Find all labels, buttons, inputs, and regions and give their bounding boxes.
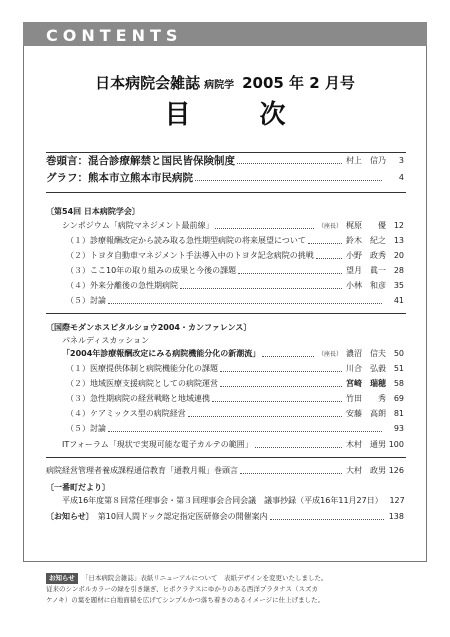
journal-name: 日本病院会雑誌 (95, 74, 201, 92)
journal-sub: 病院学 (204, 80, 235, 91)
toc-entry-symposium[interactable]: シンポジウム「病院マネジメント最前線」 （座長） 梶原 優 12 (62, 220, 404, 230)
toc-entry[interactable]: （３）急性期病院の経営戦略と地域連携 竹田 秀 69 (66, 394, 404, 403)
footer-note: お知らせ 「日本病院会雑誌」表紙リニューアルについて 表紙デザインを変更いたしました。 従来のシンボルカラーの緑を引き継ぎ、ヒポクラテスにゆかりのある西洋プラタナス（スズカ ケノキ）の葉を題材に白地面積を広げてシンプルかつ落ち着きのあるイメージに仕上げました。 (46, 574, 328, 604)
section-header-news: 〔一番町だより〕 (46, 483, 110, 492)
journal-title (0, 72, 450, 93)
toc-entry[interactable]: （５）討論 41 (66, 296, 404, 305)
toc-entry-notice[interactable]: 〔お知らせ〕 第10回人間ドック認定指定医研修会の開催案内 138 (46, 512, 404, 521)
contents-label: CONTENTS (46, 26, 183, 45)
toc-entry-correspondence[interactable]: 病院経営管理者養成課程通信教育「通教月報」巻頭言 大村 政男 126 (46, 466, 404, 475)
toc-entry[interactable]: （４）ケアミックス型の病院経営 安藤 高朗 81 (66, 409, 404, 418)
toc-entry-it-forum[interactable]: ITフォーラム「現状で実現可能な電子カルテの範囲」 木村 通男 100 (62, 440, 404, 449)
toc-entry[interactable]: （４）外来分離後の急性期病院 小林 和彦 35 (66, 281, 404, 290)
toc-entry[interactable]: （３）ここ10年の取り組みの成果と今後の課題 望月 眞一 28 (66, 266, 404, 275)
toc-entry[interactable]: （５）討論 93 (66, 424, 404, 433)
toc-heading: 目 次 (164, 100, 316, 130)
toc-entry-minutes[interactable]: 平成16年度第８回常任理事会・第３回理事会合同会議 議事抄録（平成16年11月27日） 127 (62, 496, 405, 505)
toc-entry[interactable]: （１）医療提供体制と病院機能分化の課題 川合 弘毅 51 (66, 364, 404, 373)
toc-entry[interactable]: （１）診療報酬改定から読み取る急性期型病院の将来展望について 鈴木 紀之 13 (66, 236, 404, 245)
divider (46, 457, 406, 458)
divider (46, 313, 406, 314)
divider (46, 192, 406, 193)
notice-badge: お知らせ (46, 573, 78, 584)
section-header-congress: 〔第54回 日本病院学会〕 (46, 207, 140, 216)
section-header-showcase: 〔国際モダンホスピタルショウ2004・カンファレンス〕 (46, 323, 252, 332)
toc-entry-foreword[interactable]: 巻頭言：混合診療解禁と国民皆保険制度 村上 信乃 3 (46, 155, 404, 167)
toc-entry[interactable]: （２）トヨタ自動車マネジメント手法導入中のトヨタ記念病院の挑戦 小野 政秀 20 (66, 251, 404, 260)
toc-entry-panel-theme[interactable]: 「2004年診療報酬改定にみる病院機能分化の新潮流」 （座長） 濃沼 信夫 50 (62, 348, 404, 358)
toc-entry-graph[interactable]: グラフ：熊本市立熊本市民病院 4 (46, 172, 404, 184)
toc-entry[interactable]: （２）地域医療支援病院としての病院運営 宮崎 瑞穂 58 (66, 379, 404, 388)
panel-label: パネルディスカッション (62, 336, 150, 345)
issue-date: 2005 年 2 月号 (242, 74, 355, 92)
